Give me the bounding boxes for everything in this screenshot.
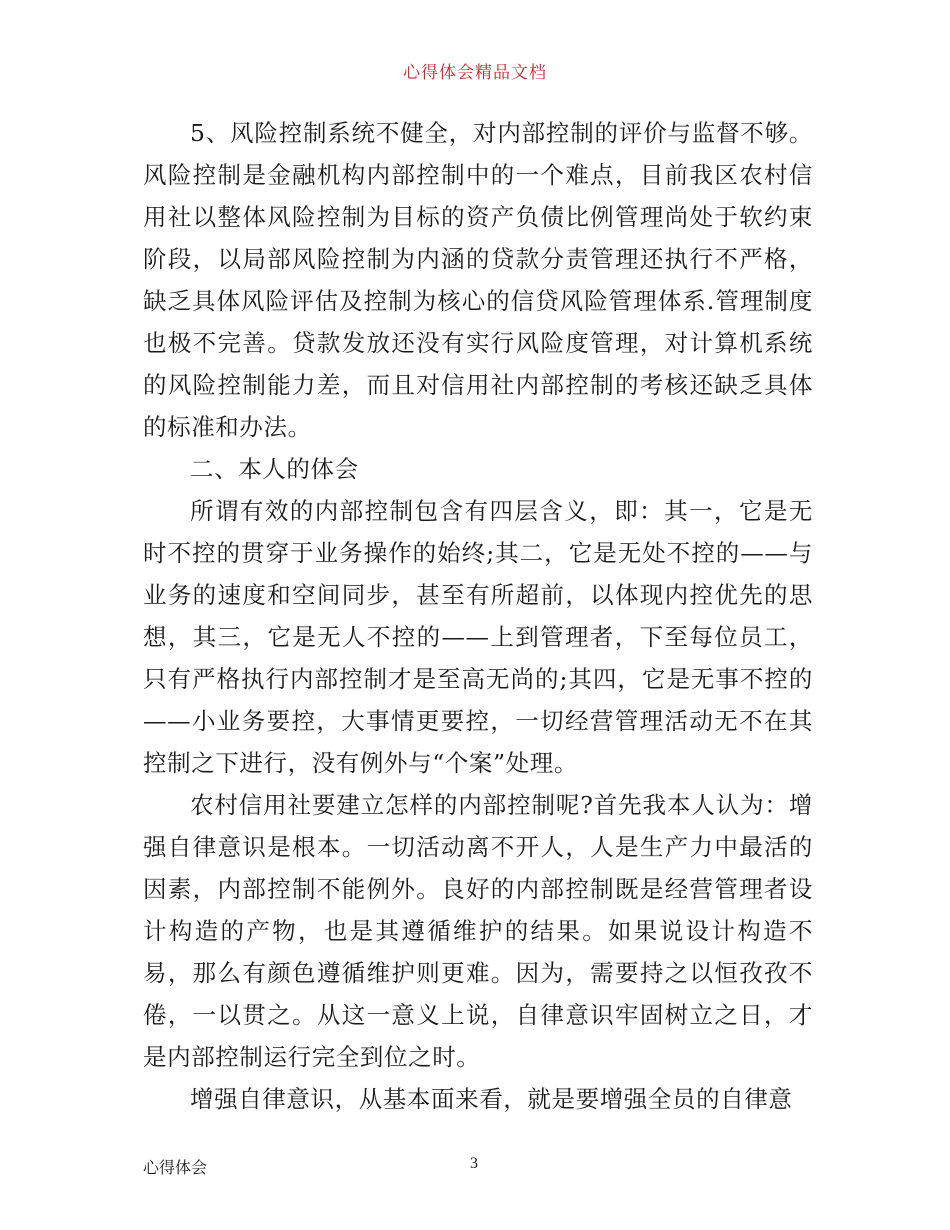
- paragraph-enhance-self-discipline: 增强自律意识，从基本面来看，就是要增强全员的自律意: [190, 1085, 793, 1113]
- paragraph-self-discipline: 农村信用社要建立怎样的内部控制呢?首先我本人认为：增强自律意识是根本。一切活动离不开人，人是生产力中最活的因素，内部控制不能例外。良好的内部控制既是经营管理者设计构造的产物，也是其遵循维护的结果。如果说设计构造不易，那么有颜色遵循维护则更难。因为，需要持之以恒孜孜不倦，一以贯之。从这一意义上说，自律意识牢固树立之日，才是内部控制运行完全到位之时。: [143, 791, 813, 1071]
- paragraph-risk-control: 5、风险控制系统不健全，对内部控制的评价与监督不够。风险控制是金融机构内部控制中的一个难点，目前我区农村信用社以整体风险控制为目标的资产负债比例管理尚处于软约束阶段，以局部风险控制为内涵的贷款分责管理还执行不严格，缺乏具体风险评估及控制为核心的信贷风险管理体系.管理制度也极不完善。贷款发放还没有实行风险度管理，对计算机系统的风险控制能力差，而且对信用社内部控制的考核还缺乏具体的标准和办法。: [143, 119, 813, 441]
- document-header-title: 心得体会精品文档: [403, 63, 547, 83]
- page-number: 3: [470, 1155, 478, 1172]
- document-body: [143, 112, 813, 1120]
- section-heading-personal-experience: 二、本人的体会: [190, 455, 359, 483]
- paragraph-effective-internal-control: 所谓有效的内部控制包含有四层含义，即：其一，它是无时不控的贯穿于业务操作的始终;其二，它是无处不控的——与业务的速度和空间同步，甚至有所超前，以体现内控优先的思想，其三，它是无人不控的——上到管理者，下至每位员工，只有严格执行内部控制才是至高无尚的;其四，它是无事不控的——小业务要控，大事情更要控，一切经营管理活动无不在其控制之下进行，没有例外与“个案”处理。: [143, 497, 813, 777]
- footer-label: 心得体会: [143, 1158, 208, 1177]
